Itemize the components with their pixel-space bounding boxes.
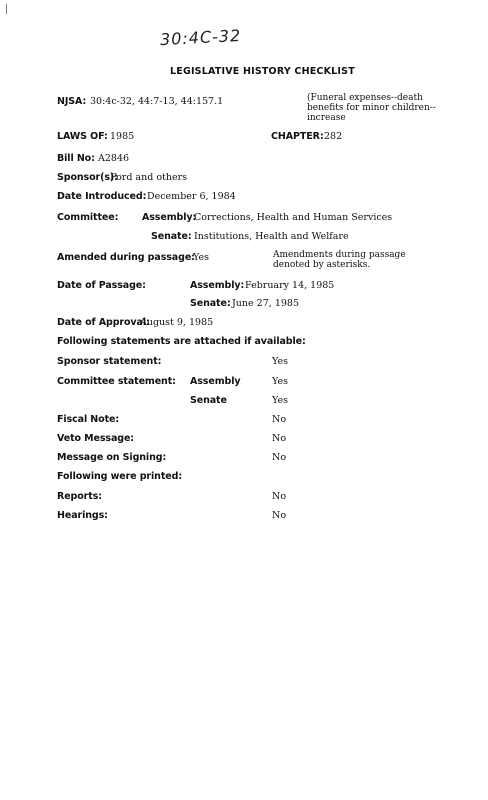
date-introduced-value: December 6, 1984 <box>147 191 236 202</box>
hearings-label: Hearings: <box>57 510 108 521</box>
committee-statement-senate-label: Senate <box>190 395 227 406</box>
committee-statement-label: Committee statement: <box>57 376 176 387</box>
handwritten-code: 30:4C-32 <box>159 25 242 50</box>
chapter-value: 282 <box>324 131 343 142</box>
bill-no-value: A2846 <box>98 153 130 164</box>
committee-senate-value: Institutions, Health and Welfare <box>194 231 349 242</box>
fiscal-note-value: No <box>272 414 287 425</box>
amended-label: Amended during passage: <box>57 252 195 263</box>
date-of-approval-value: August 9, 1985 <box>140 317 214 328</box>
committee-statement-assembly-label: Assembly <box>190 376 241 387</box>
date-introduced-label: Date Introduced: <box>57 191 147 202</box>
amended-note: Amendments during passage denoted by asterisks. <box>273 250 406 270</box>
committee-assembly-label: Assembly: <box>142 212 197 223</box>
message-on-signing-label: Message on Signing: <box>57 452 167 463</box>
laws-of-value: 1985 <box>110 131 135 142</box>
following-statements-heading: Following statements are attached if available: <box>57 336 306 347</box>
committee-statement-senate-value: Yes <box>272 395 288 406</box>
njsa-value: 30:4c-32, 44:7-13, 44:157.1 <box>90 96 224 107</box>
subject-note: (Funeral expenses--death benefits for minor children--increase <box>307 93 436 123</box>
veto-message-label: Veto Message: <box>57 433 135 444</box>
hearings-value: No <box>272 510 287 521</box>
date-of-passage-label: Date of Passage: <box>57 280 146 291</box>
committee-label: Committee: <box>57 212 119 223</box>
passage-senate-label: Senate: <box>190 298 231 309</box>
sponsor-statement-value: Yes <box>272 356 288 367</box>
njsa-label: NJSA: <box>57 96 87 107</box>
page-title: LEGISLATIVE HISTORY CHECKLIST <box>170 66 355 77</box>
amended-value: Yes <box>193 252 209 263</box>
message-on-signing-value: No <box>272 452 287 463</box>
date-of-approval-label: Date of Approval: <box>57 317 150 328</box>
fiscal-note-label: Fiscal Note: <box>57 414 120 425</box>
bill-no-label: Bill No: <box>57 153 95 164</box>
chapter-label: CHAPTER: <box>271 131 324 142</box>
laws-of-label: LAWS OF: <box>57 131 108 142</box>
committee-statement-assembly-value: Yes <box>272 376 288 387</box>
reports-label: Reports: <box>57 491 102 502</box>
sponsor-statement-label: Sponsor statement: <box>57 356 162 367</box>
passage-senate-value: June 27, 1985 <box>232 298 299 309</box>
veto-message-value: No <box>272 433 287 444</box>
committee-senate-label: Senate: <box>151 231 192 242</box>
sponsors-value: Ford and others <box>110 172 188 183</box>
following-printed-heading: Following were printed: <box>57 471 183 482</box>
sponsors-label: Sponsor(s): <box>57 172 118 183</box>
reports-value: No <box>272 491 287 502</box>
scan-mark <box>6 4 7 14</box>
passage-assembly-value: February 14, 1985 <box>245 280 335 291</box>
committee-assembly-value: Corrections, Health and Human Services <box>194 212 393 223</box>
passage-assembly-label: Assembly: <box>190 280 245 291</box>
